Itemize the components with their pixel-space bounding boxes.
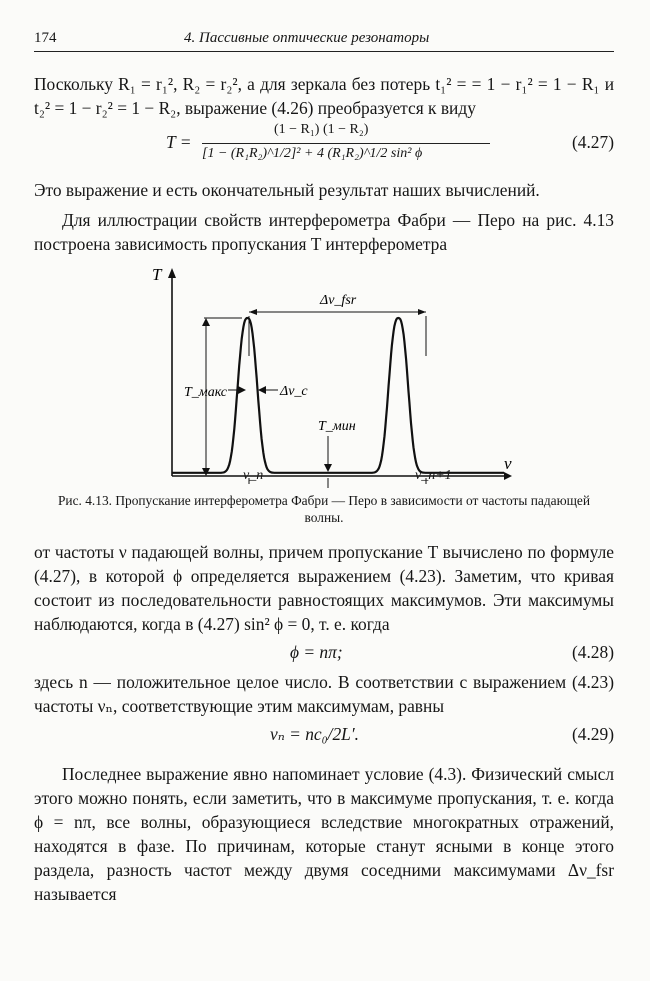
y-axis-label: T [152, 265, 162, 284]
x-axis-label: ν [504, 454, 512, 473]
eq429-number: (4.29) [571, 724, 614, 744]
fsr-arrow-left [249, 309, 257, 315]
fsr-label: Δν_fsr [320, 293, 357, 308]
eq427-numerator: (1 − R₁) (1 − R₂) [274, 122, 369, 137]
transmission-plot [34, 256, 614, 488]
eq427-fraction-bar [202, 143, 490, 144]
eq427-denominator: [1 − (R₁R₂)^1/2]² + 4 (R₁R₂)^1/2 sin² ϕ [202, 146, 423, 161]
equation-4-28 [34, 636, 614, 670]
tmax-label: T_макс [184, 385, 227, 400]
eq429-expression: νₙ = nc₀/2L′. [270, 724, 360, 744]
fsr-arrow-right [418, 309, 426, 315]
paragraph-4: от частоты ν падающей волны, причем пропускание T вычислено по формуле (4.27), в которой ϕ определяется выражением (4.23). Заметим, что кривая состоит из последовательности равностоящих максимумов. Эти максимумы наблюдаются, когда в (4.27) sin² ϕ = 0, т. е. когда [34, 542, 614, 634]
eq427-number: (4.27) [571, 132, 614, 152]
width-label: Δν_c [280, 384, 308, 399]
paragraph-5: здесь n — положительное целое число. В соответствии с выражением (4.23) частоты νₙ, соответствующие этим максимумам, равны [34, 672, 614, 716]
peak2-label: ν_n+1 [415, 468, 452, 483]
paragraph-2: Это выражение и есть окончательный результат наших вычислений. [34, 180, 540, 200]
figure-4-13 [34, 256, 614, 488]
eq427-lhs: T = [166, 132, 192, 152]
eq428-expression: ϕ = nπ; [290, 642, 343, 662]
book-page [34, 24, 614, 906]
width-arrow-right [258, 386, 266, 394]
y-axis-arrow [168, 268, 176, 278]
header-rule [34, 51, 614, 52]
eq428-number: (4.28) [571, 642, 614, 662]
page-header [34, 24, 614, 50]
paragraph-6: Последнее выражение явно напоминает условие (4.3). Физический смысл этого можно понять, если заметить, что в максимуме пропускания, т. е. когда ϕ = nπ, все волны, образующиеся вследствие многократных отражений, находятся в фазе. По причинам, которые станут ясными в конце этого раздела, разность частот между двумя соседними максимумами Δν_fsr называется [34, 764, 614, 904]
width-arrow-left [238, 386, 246, 394]
paragraph-1: Поскольку R₁ = r₁², R₂ = r₂², а для зеркала без потерь t₁² = = 1 − r₁² = 1 − R₁ и t₂² = 1 − r₂² = 1 − R₂, выражение (4.26) преобразуется к виду [34, 74, 614, 118]
peak1-label: ν_n [243, 468, 264, 483]
equation-4-27 [34, 120, 614, 164]
page-number: 174 [34, 30, 57, 46]
tmax-arrow-up [202, 318, 210, 326]
tmin-arrow [324, 464, 332, 472]
chapter-title: 4. Пассивные оптические резонаторы [184, 30, 430, 46]
tmin-label: T_мин [318, 419, 356, 434]
paragraph-3: Для иллюстрации свойств интерферометра Фабри — Перо на рис. 4.13 построена зависимость пропускания T интерферометра [34, 210, 614, 254]
equation-4-29 [34, 718, 614, 752]
x-axis-arrow [504, 472, 512, 480]
figure-caption: Рис. 4.13. Пропускание интерферометра Фабри — Перо в зависимости от частоты падающей волны. [57, 493, 591, 525]
